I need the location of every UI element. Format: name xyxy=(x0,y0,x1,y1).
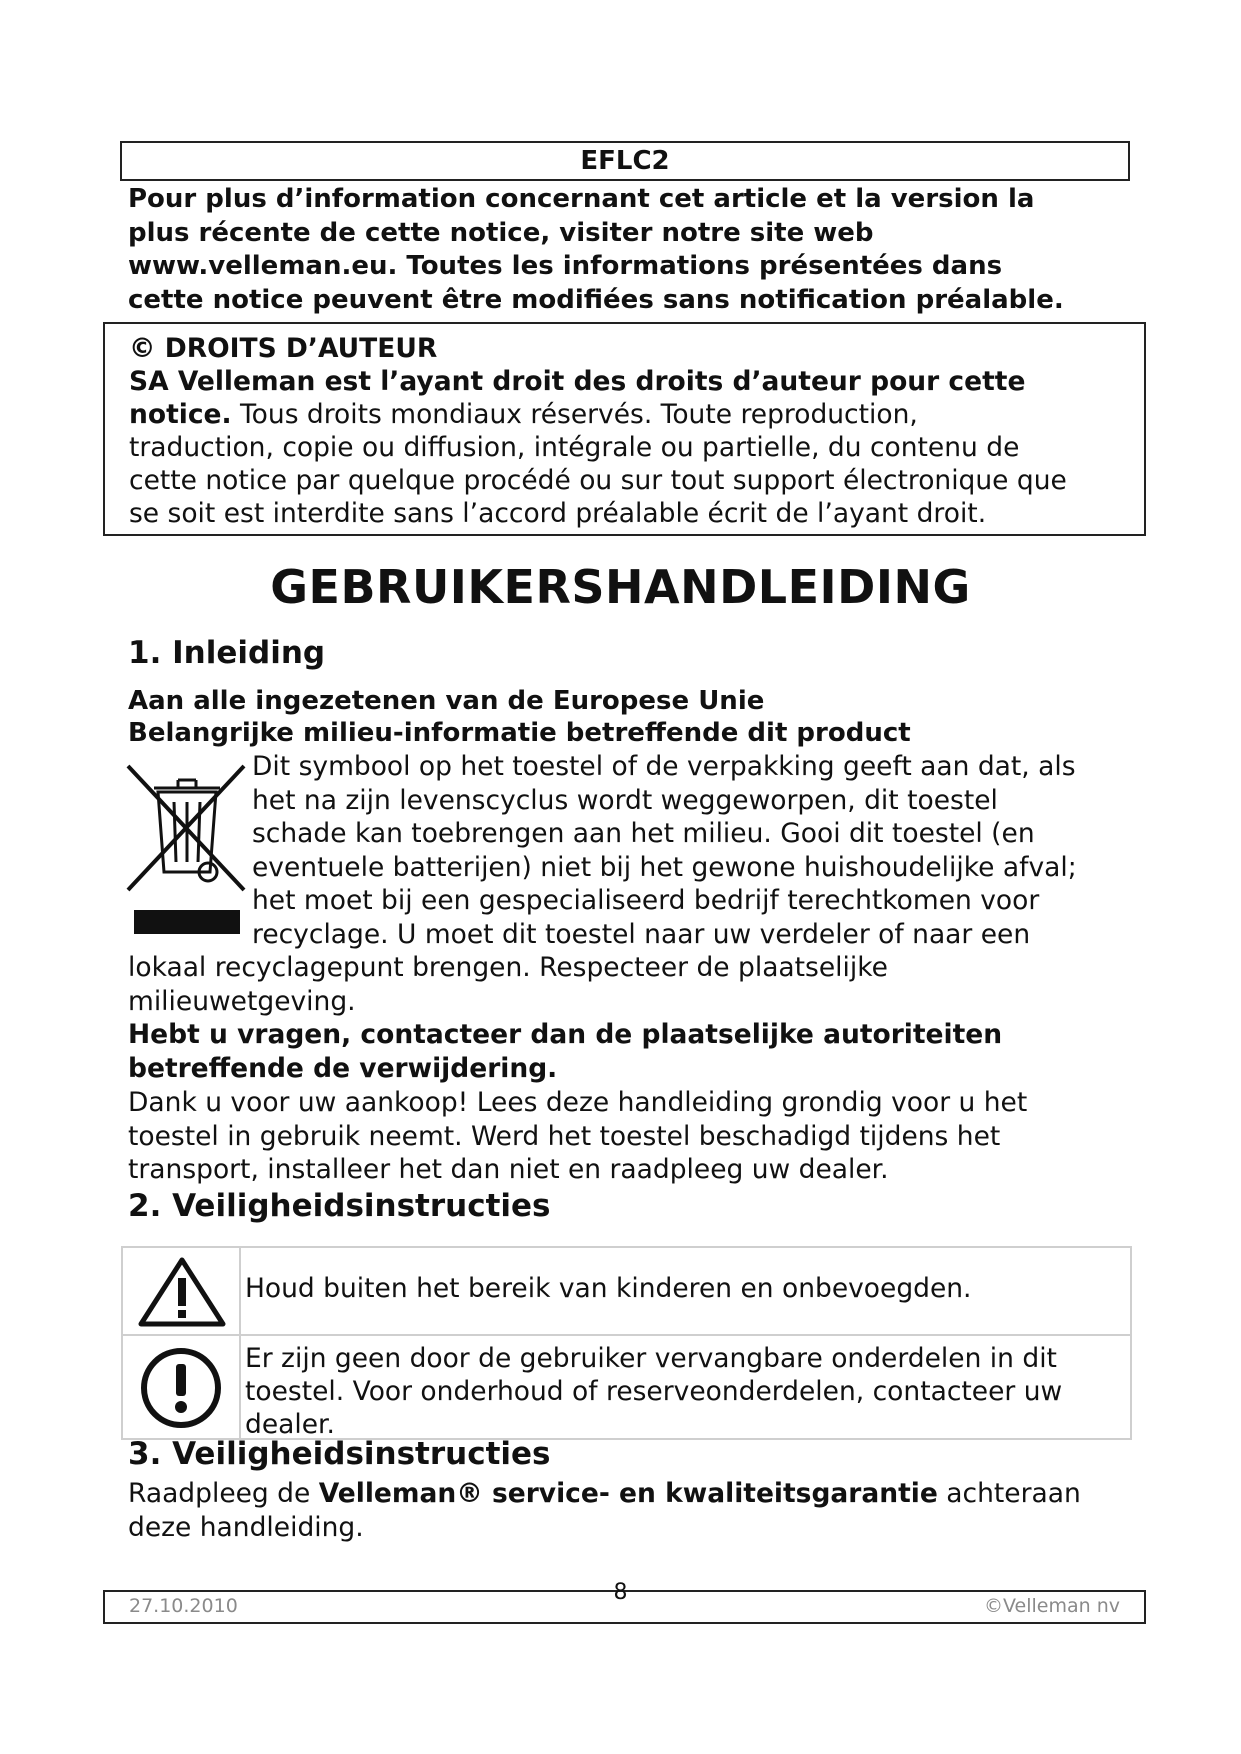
section-heading-safety: 2. Veiligheidsinstructies xyxy=(128,1188,551,1224)
warranty-bold: Velleman® service- en kwaliteitsgarantie xyxy=(318,1478,938,1509)
caution-exclamation-icon xyxy=(139,1346,223,1430)
warranty-line-2: deze handleiding. xyxy=(128,1511,364,1543)
thanks-line: toestel in gebruik neemt. Werd het toestel beschadigd tijdens het xyxy=(128,1120,1001,1152)
contact-authorities-note xyxy=(128,1018,1002,1085)
contact-line: betreffende de verwijdering. xyxy=(128,1052,558,1084)
copyright-line: se soit est interdite sans l’accord préalable écrit de l’ayant droit. xyxy=(129,498,987,529)
weee-bin-icon xyxy=(126,760,246,945)
safety-table xyxy=(121,1246,1132,1440)
warranty-paragraph xyxy=(128,1477,1081,1544)
weee-line: schade kan toebrengen aan het milieu. Gooi dit toestel (en xyxy=(252,818,1035,849)
copyright-line: traduction, copie ou diffusion, intégrale ou partielle, du contenu de xyxy=(129,432,1020,463)
safety-text-children: Houd buiten het bereik van kinderen en onbevoegden. xyxy=(245,1273,972,1304)
copyright-line-rest: Tous droits mondiaux réservés. Toute reproduction, xyxy=(231,399,918,430)
weee-line: het na zijn levenscyclus wordt weggeworpen, dit toestel xyxy=(252,784,998,816)
contact-line: Hebt u vragen, contacteer dan de plaatselijke autoriteiten xyxy=(128,1019,1003,1050)
info-line: www.velleman.eu. Toutes les informations présentées dans xyxy=(128,251,1003,281)
copyright-bold-start: notice. xyxy=(129,399,232,430)
page-number: 8 xyxy=(613,1580,628,1605)
weee-line: recyclage. U moet dit toestel naar uw verdeler of naar een xyxy=(252,918,1031,950)
info-paragraph xyxy=(128,183,1123,317)
table-divider xyxy=(239,1248,241,1438)
warranty-post: achteraan xyxy=(937,1478,1081,1509)
copyright-box xyxy=(103,322,1146,536)
copyright-bold-line: SA Velleman est l’ayant droit des droits d’auteur pour cette xyxy=(129,366,1026,397)
safety-line: toestel. Voor onderhoud of reserveonderdelen, contacteer uw xyxy=(245,1376,1063,1407)
weee-text-continued xyxy=(128,951,888,1018)
info-line: cette notice peuvent être modifiées sans notification préalable. xyxy=(128,284,1064,315)
copyright-heading: © DROITS D’AUTEUR xyxy=(129,333,438,364)
weee-line: milieuwetgeving. xyxy=(128,985,356,1017)
thanks-line: Dank u voor uw aankoop! Lees deze handleiding grondig voor u het xyxy=(128,1087,1028,1118)
weee-text xyxy=(252,750,1077,951)
footer-brand: ©Velleman nv xyxy=(984,1595,1120,1617)
warning-triangle-icon xyxy=(137,1256,227,1328)
safety-row xyxy=(123,1248,1130,1336)
warranty-pre: Raadpleeg de xyxy=(128,1478,319,1509)
weee-line: Dit symbool op het toestel of de verpakking geeft aan dat, als xyxy=(252,751,1076,782)
eu-residents-heading: Aan alle ingezetenen van de Europese Unie xyxy=(128,686,765,716)
weee-line: lokaal recyclagepunt brengen. Respecteer de plaatselijke xyxy=(128,952,888,983)
section-heading-intro: 1. Inleiding xyxy=(128,635,326,671)
copyright-line: cette notice par quelque procédé ou sur tout support électronique que xyxy=(129,465,1067,496)
page-title: GEBRUIKERSHANDLEIDING xyxy=(270,560,971,614)
copyright-line xyxy=(129,398,1144,431)
thanks-line: transport, installeer het dan niet en raadpleeg uw dealer. xyxy=(128,1154,889,1185)
model-number: EFLC2 xyxy=(580,146,670,176)
weee-line: eventuele batterijen) niet bij het gewone huishoudelijke afval; xyxy=(252,851,1077,883)
safety-row xyxy=(123,1336,1130,1438)
safety-line: Er zijn geen door de gebruiker vervangbare onderdelen in dit xyxy=(245,1343,1057,1374)
model-header xyxy=(120,141,1130,181)
safety-line: dealer. xyxy=(245,1409,335,1440)
section-heading-warranty: 3. Veiligheidsinstructies xyxy=(128,1436,551,1472)
weee-line: het moet bij een gespecialiseerd bedrijf terechtkomen voor xyxy=(252,885,1040,916)
safety-text-service xyxy=(245,1342,1062,1441)
info-line: plus récente de cette notice, visiter notre site web xyxy=(128,217,874,248)
info-line: Pour plus d’information concernant cet article et la version la xyxy=(128,184,1035,214)
environment-info-heading: Belangrijke milieu-informatie betreffende dit product xyxy=(128,718,911,748)
footer-date: 27.10.2010 xyxy=(129,1595,238,1617)
warranty-line xyxy=(128,1477,1081,1511)
thanks-paragraph xyxy=(128,1086,1027,1187)
